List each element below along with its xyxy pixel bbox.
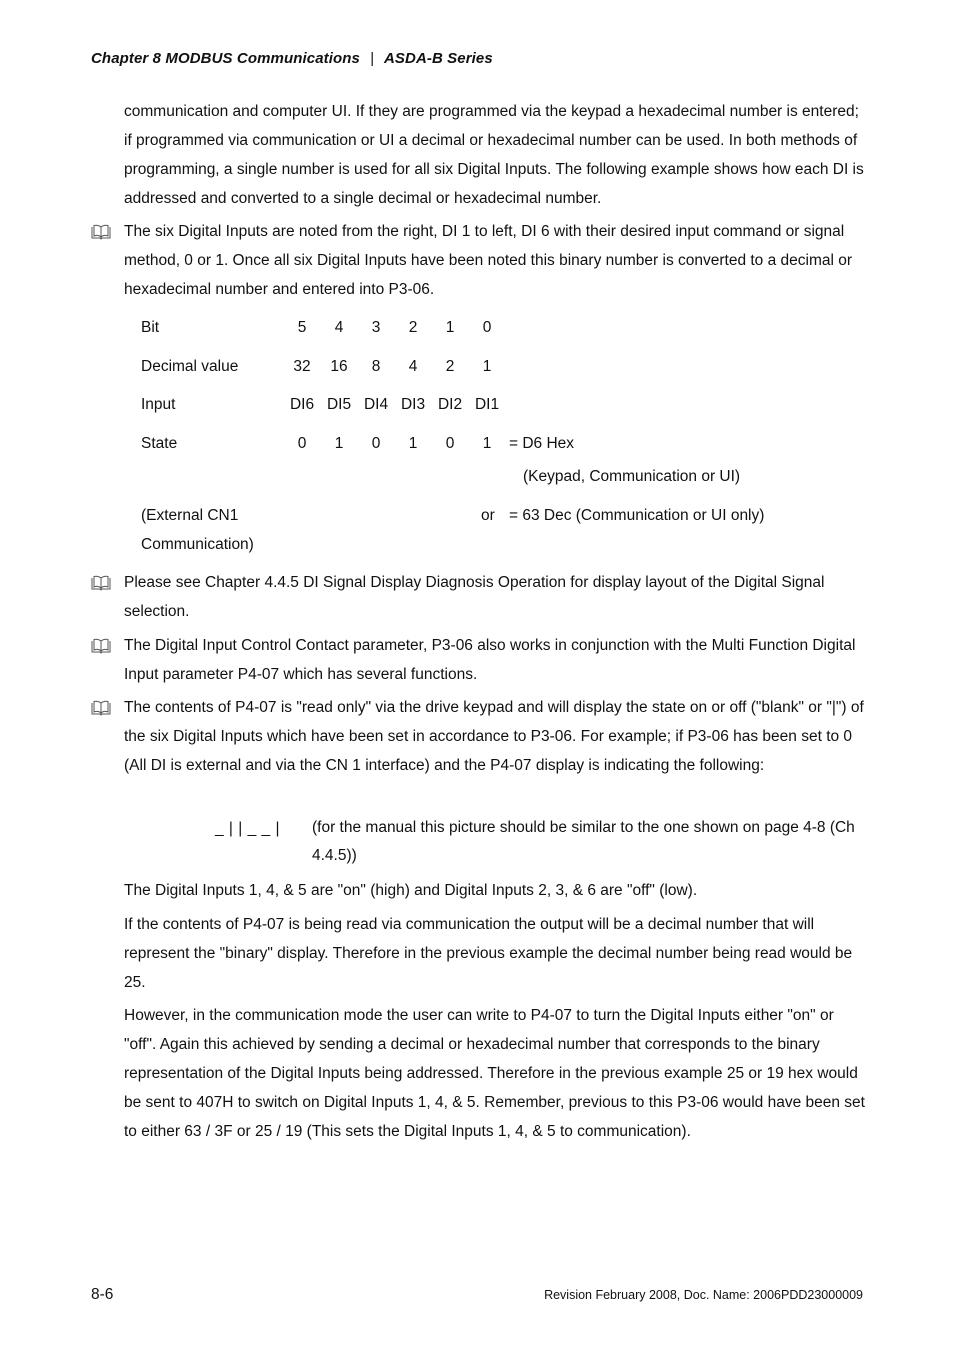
- bullet-text-4: The contents of P4-07 is "read only" via the drive keypad and will display the state on or off ("blank" or "|") of the six Digital Inputs which have been set in accordance to P3-06. For example; if P3-06 has been set to 0 (All DI is external and via the CN 1 interface) and the P4-07 display is indicating the following:: [124, 699, 864, 774]
- table-cell: 0: [482, 319, 492, 336]
- bullet-text-3: The Digital Input Control Contact parameter, P3-06 also works in conjunction with the Multi Function Digital Input parameter P4-07 which has several functions.: [124, 637, 856, 683]
- table-cell: DI4: [363, 396, 389, 413]
- para-communication: If the contents of P4-07 is being read via communication the output will be a decimal number that will represent the "binary" display. Therefore in the previous example the decimal number being read would be 25.: [124, 916, 853, 991]
- page-number: 8-6: [91, 1286, 114, 1303]
- table-cell: DI1: [474, 396, 500, 413]
- book-icon: [91, 638, 111, 654]
- page-header: [91, 50, 493, 67]
- table-cell: 4: [334, 319, 344, 336]
- row-label-decimal: Decimal value: [141, 358, 239, 375]
- table-cell: 1: [408, 435, 418, 452]
- para-write: However, in the communication mode the user can write to P4-07 to turn the Digital Inputs either "on" or "off". Again this achieved by sending a decimal or hexadecimal number that corresponds to the binary representation of the Digital Inputs being addressed. Therefore in the previous example 25 or 19 hex would be sent to 407H to switch on Digital Inputs 1, 4, & 5. Remember, previous to this P3-06 would have been set to either 63 / 3F or 25 / 19 (This sets the Digital Inputs 1, 4, & 5 to communication).: [124, 1007, 865, 1140]
- table-cell: 2: [445, 358, 455, 375]
- display-pattern: _ | | _ _ |: [215, 820, 280, 837]
- external-label-line1: (External CN1: [141, 507, 239, 524]
- table-cell: DI6: [289, 396, 315, 413]
- bullet-text-2: Please see Chapter 4.4.5 DI Signal Display Diagnosis Operation for display layout of the Digital Signal selection.: [124, 574, 825, 620]
- display-note: (for the manual this picture should be similar to the one shown on page 4-8 (Ch 4.4.5)): [312, 819, 855, 864]
- book-icon: [91, 224, 111, 240]
- table-cell: 1: [482, 358, 492, 375]
- row-label-bit: Bit: [141, 319, 160, 336]
- intro-paragraph: communication and computer UI. If they are programmed via the keypad a hexadecimal number is entered; if programmed via communication or UI a decimal or hexadecimal number can be used. In both methods of programming, a single number is used for all six Digital Inputs. The following example shows how each DI is addressed and converted to a single decimal or hexadecimal number.: [124, 103, 864, 207]
- table-cell: 2: [408, 319, 418, 336]
- table-cell: 1: [334, 435, 344, 452]
- series-title: ASDA-B Series: [383, 50, 493, 67]
- table-cell: DI2: [437, 396, 463, 413]
- book-icon: [91, 575, 111, 591]
- row-label-input: Input: [141, 396, 176, 413]
- revision-info: Revision February 2008, Doc. Name: 2006PDD23000009: [544, 1288, 863, 1302]
- table-cell: 3: [371, 319, 381, 336]
- state-note: (Keypad, Communication or UI): [523, 468, 741, 485]
- or-word: or: [481, 507, 495, 524]
- table-cell: 0: [445, 435, 455, 452]
- table-cell: DI5: [326, 396, 352, 413]
- table-cell: DI3: [400, 396, 426, 413]
- table-cell: 0: [371, 435, 381, 452]
- chapter-title: Chapter 8 MODBUS Communications: [91, 50, 360, 67]
- table-cell: 1: [482, 435, 492, 452]
- external-label-line2: Communication): [141, 536, 254, 553]
- bullet-text-1: The six Digital Inputs are noted from the right, DI 1 to left, DI 6 with their desired input command or signal method, 0 or 1. Once all six Digital Inputs have been noted this binary number is converted to a decimal or hexadecimal number and entered into P3-06.: [124, 223, 853, 298]
- table-cell: 32: [293, 358, 311, 375]
- table-cell: 0: [297, 435, 307, 452]
- table-cell: 4: [408, 358, 418, 375]
- table-cell: 1: [445, 319, 455, 336]
- table-cell: 5: [297, 319, 307, 336]
- state-hex-result: = D6 Hex: [509, 435, 575, 452]
- table-cell: 8: [371, 358, 381, 375]
- table-cell: 16: [330, 358, 348, 375]
- dec-result: = 63 Dec (Communication or UI only): [509, 507, 765, 524]
- book-icon: [91, 700, 111, 716]
- para-inputs-state: The Digital Inputs 1, 4, & 5 are "on" (high) and Digital Inputs 2, 3, & 6 are "off" (low).: [124, 882, 698, 899]
- row-label-state: State: [141, 435, 178, 452]
- header-separator: |: [370, 50, 375, 67]
